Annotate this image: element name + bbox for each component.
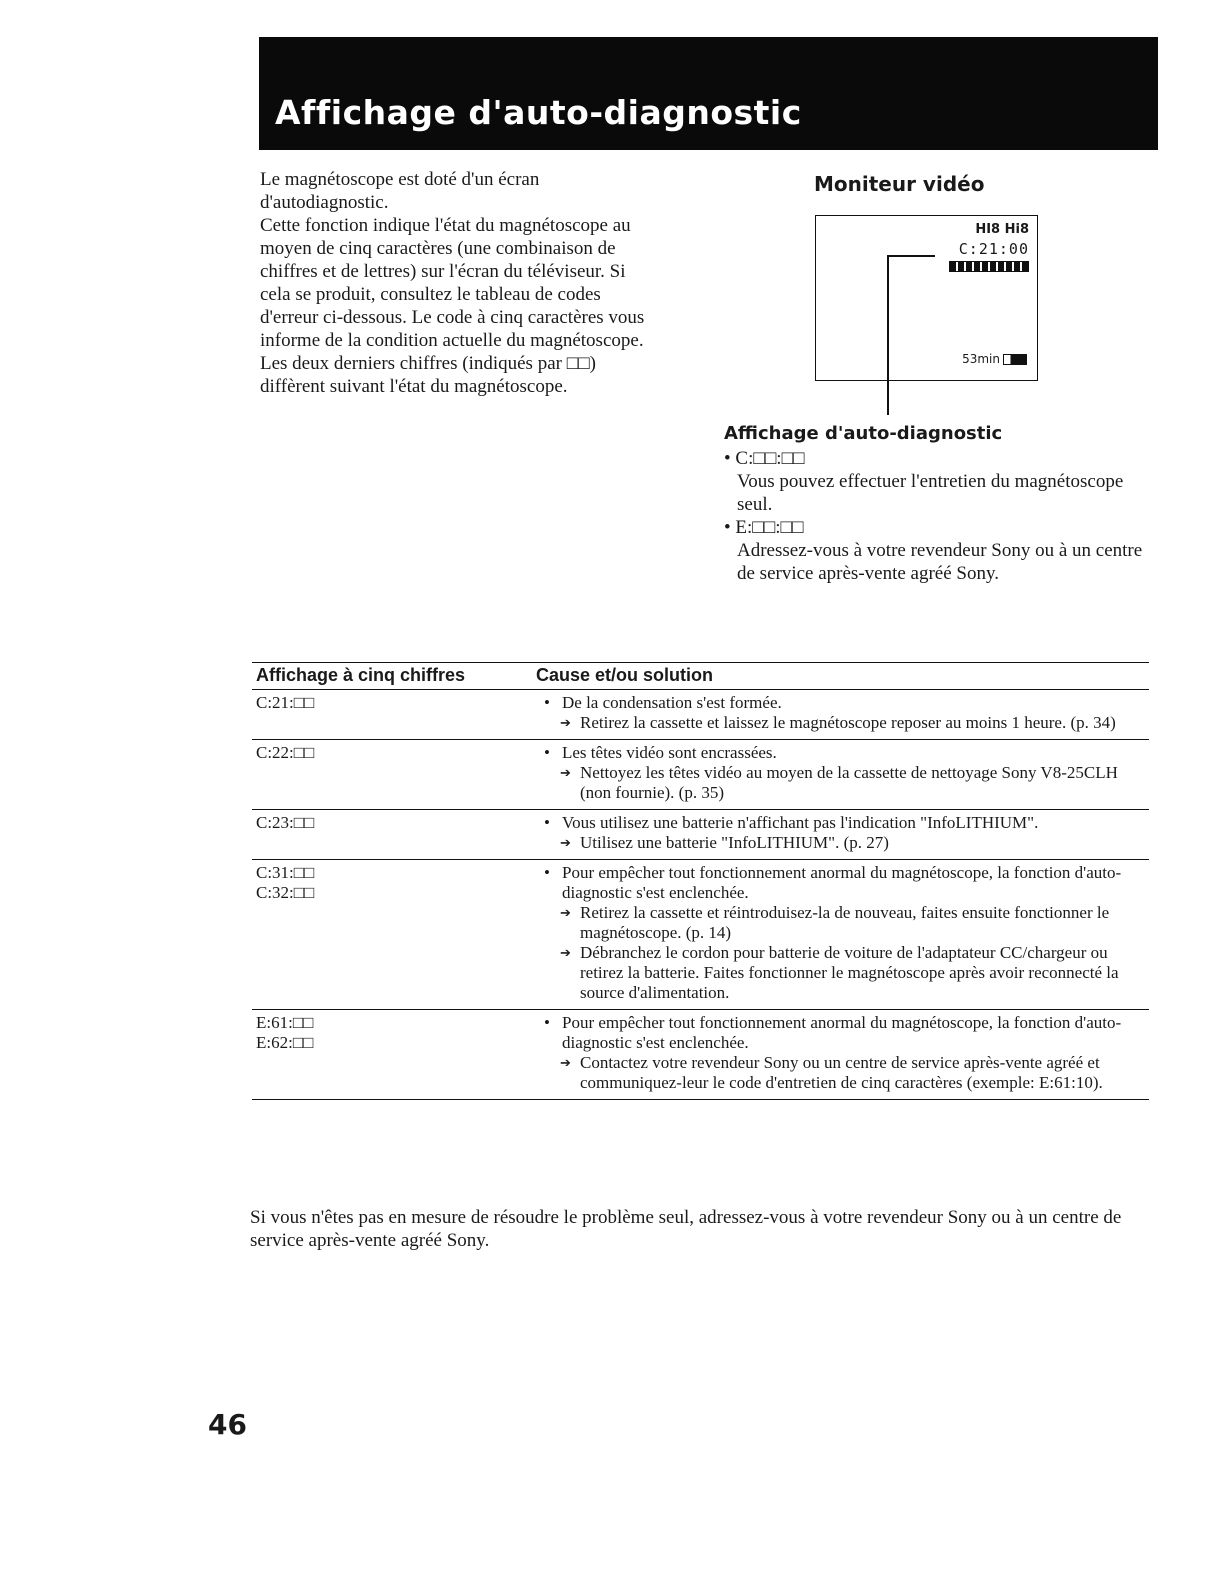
table-row <box>252 690 1149 740</box>
diagnostic-code-c: • C:□□:□□ <box>724 448 805 469</box>
osd-battery-remaining <box>962 352 1027 366</box>
osd-remaining-text: 53min <box>962 352 1000 366</box>
diagnostic-legend <box>724 422 1144 585</box>
cause-text: • Pour empêcher tout fonctionnement anormal du magnétoscope, la fonction d'auto-diagnostic s'est enclenchée. <box>536 1013 1145 1053</box>
intro-paragraph: Cette fonction indique l'état du magnétoscope au moyen de cinq caractères (une combinaison de chiffres et de lettres) sur l'écran du téléviseur. Si cela se produit, consultez le tableau de codes d'erreur ci-dessous. Le code à cinq caractères vous informe de la condition actuelle du magnétoscope. Les deux derniers chiffres (indiqués par □□) diffèrent suivant l'état du magnétoscope. <box>260 215 645 397</box>
solution-text: ➔ Contactez votre revendeur Sony ou un centre de service après-vente agréé et communiquez-leur le code d'entretien de cinq caractères (exemple: E:61:10). <box>536 1053 1145 1093</box>
table-header-row <box>252 663 1149 690</box>
solution-text: ➔ Nettoyez les têtes vidéo au moyen de la cassette de nettoyage Sony V8-25CLH (non fournie). (p. 35) <box>536 763 1145 803</box>
solution-text: ➔ Retirez la cassette et réintroduisez-la de nouveau, faites ensuite fonctionner le magnétoscope. (p. 14) <box>536 903 1145 943</box>
table-row <box>252 810 1149 860</box>
page-title: Affichage d'auto-diagnostic <box>275 93 802 132</box>
diagnostic-legend-title: Affichage d'auto-diagnostic <box>724 423 1003 444</box>
solution-text: ➔ Débranchez le cordon pour batterie de voiture de l'adaptateur CC/chargeur ou retirez la batterie. Faites fonctionner le magnétoscope après avoir reconnecté la source d'alimentation. <box>536 943 1145 1003</box>
error-code: C:23:□□ <box>252 810 532 860</box>
solution-text: ➔ Utilisez une batterie "InfoLITHIUM". (p. 27) <box>536 833 1145 853</box>
osd-diagnostic-code: C:21:00 <box>958 240 1029 258</box>
intro-paragraph: Le magnétoscope est doté d'un écran d'autodiagnostic. <box>260 169 540 213</box>
callout-line <box>887 255 935 257</box>
table-row <box>252 1010 1149 1100</box>
cause-text: • Les têtes vidéo sont encrassées. <box>536 743 1145 763</box>
error-code: C:22:□□ <box>252 740 532 810</box>
battery-icon <box>1003 354 1027 365</box>
error-code: E:61:□□ E:62:□□ <box>252 1010 532 1100</box>
monitor-heading: Moniteur vidéo <box>814 172 985 196</box>
cause-text: • Pour empêcher tout fonctionnement anormal du magnétoscope, la fonction d'auto-diagnostic s'est enclenchée. <box>536 863 1145 903</box>
cause-solution-cell <box>532 740 1149 810</box>
cause-text: • De la condensation s'est formée. <box>536 693 1145 713</box>
intro-text <box>260 168 660 398</box>
page-number: 46 <box>208 1408 247 1441</box>
cause-solution-cell <box>532 860 1149 1010</box>
cause-solution-cell <box>532 810 1149 860</box>
column-header-cause: Cause et/ou solution <box>532 663 1149 690</box>
solution-text: ➔ Retirez la cassette et laissez le magnétoscope reposer au moins 1 heure. (p. 34) <box>536 713 1145 733</box>
cause-solution-cell <box>532 1010 1149 1100</box>
osd-tape-bar <box>949 261 1029 272</box>
column-header-code: Affichage à cinq chiffres <box>252 663 532 690</box>
error-code-table <box>252 662 1149 1100</box>
error-code: C:21:□□ <box>252 690 532 740</box>
diagnostic-desc-c: Vous pouvez effectuer l'entretien du magnétoscope seul. <box>737 471 1124 515</box>
diagnostic-code-e: • E:□□:□□ <box>724 517 804 538</box>
footer-note: Si vous n'êtes pas en mesure de résoudre le problème seul, adressez-vous à votre revendeur Sony ou à un centre de service après-vente agréé Sony. <box>250 1207 1122 1251</box>
title-banner <box>259 37 1158 150</box>
callout-line <box>887 255 889 415</box>
cause-solution-cell <box>532 690 1149 740</box>
diagnostic-desc-e: Adressez-vous à votre revendeur Sony ou à un centre de service après-vente agréé Sony. <box>737 540 1143 584</box>
cause-text: • Vous utilisez une batterie n'affichant pas l'indication "InfoLITHIUM". <box>536 813 1145 833</box>
error-code: C:31:□□ C:32:□□ <box>252 860 532 1010</box>
video-monitor-illustration <box>815 215 1038 381</box>
osd-format-indicator: HI8 Hi8 <box>975 222 1029 237</box>
table-row <box>252 740 1149 810</box>
table-row <box>252 860 1149 1010</box>
